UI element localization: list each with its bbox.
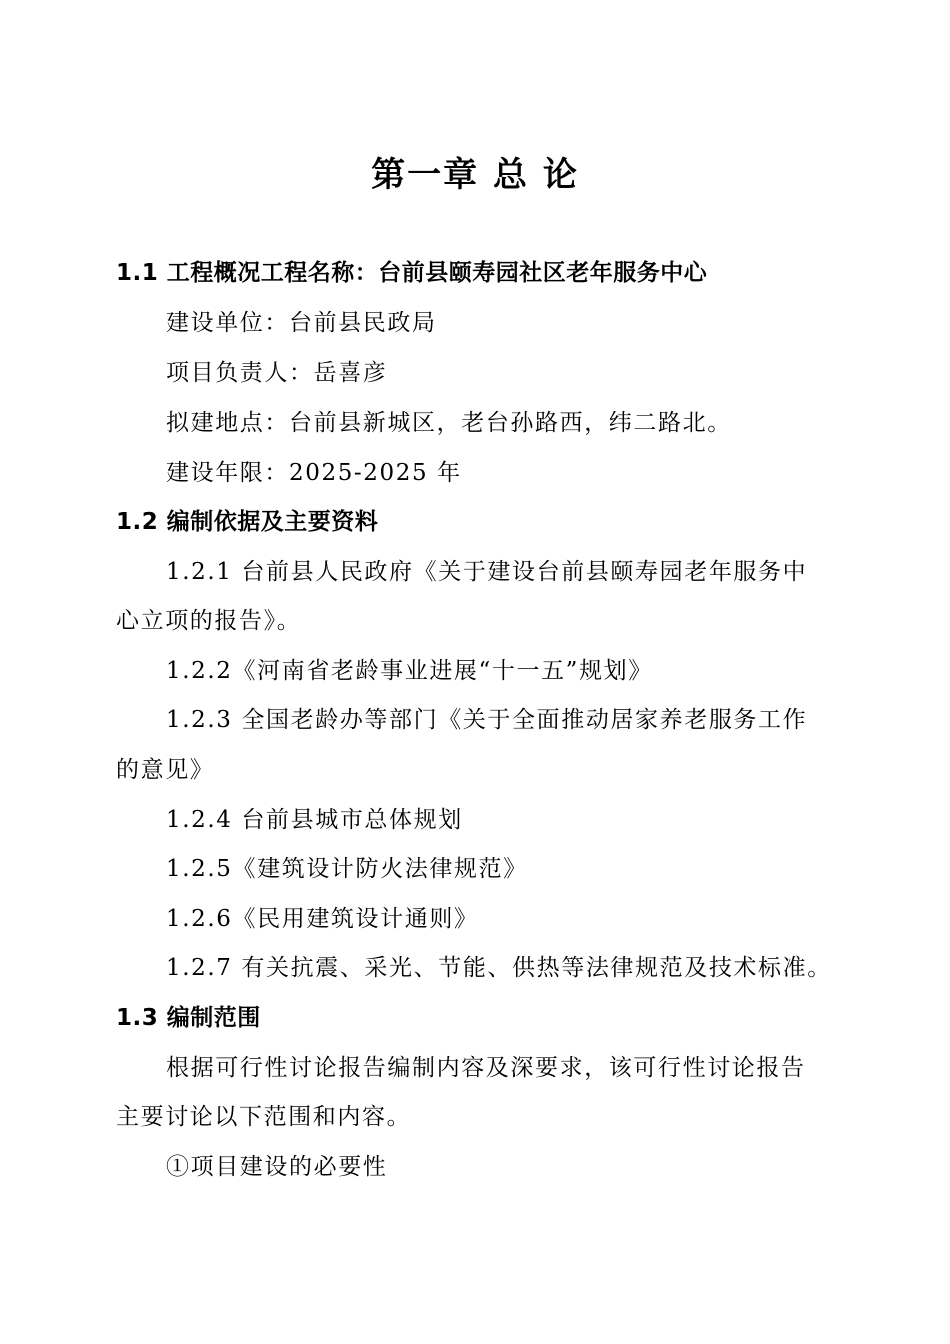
location-line: 拟建地点：台前县新城区，老台孙路西，纬二路北。 — [166, 410, 732, 436]
basis-item-1-line-1: 1.2.1 台前县人民政府《关于建设台前县颐寿园老年服务中 — [166, 559, 808, 585]
construction-period-line: 建设年限：2025-2025 年 — [166, 460, 462, 486]
scope-paragraph-line-2: 主要讨论以下范围和内容。 — [116, 1104, 412, 1130]
basis-item-7: 1.2.7 有关抗震、采光、节能、供热等法律规范及技术标准。 — [166, 955, 832, 981]
basis-item-5: 1.2.5《建筑设计防火法律规范》 — [166, 856, 528, 882]
chapter-title: 第一章 总 论 — [371, 155, 579, 195]
scope-item-1: ①项目建设的必要性 — [166, 1154, 388, 1180]
project-leader-line: 项目负责人：岳喜彦 — [166, 360, 388, 386]
section-heading-1-2: 1.2 编制依据及主要资料 — [116, 509, 379, 535]
basis-item-3-line-2: 的意见》 — [116, 757, 215, 783]
basis-item-2: 1.2.2《河南省老龄事业进展“十一五”规划》 — [166, 658, 653, 684]
section-heading-1-3: 1.3 编制范围 — [116, 1005, 261, 1031]
scope-paragraph-line-1: 根据可行性讨论报告编制内容及深要求，该可行性讨论报告 — [166, 1055, 806, 1081]
construction-unit-line: 建设单位：台前县民政局 — [166, 310, 437, 336]
basis-item-3-line-1: 1.2.3 全国老龄办等部门《关于全面推动居家养老服务工作 — [166, 707, 808, 733]
basis-item-6: 1.2.6《民用建筑设计通则》 — [166, 906, 479, 932]
basis-item-4: 1.2.4 台前县城市总体规划 — [166, 807, 463, 833]
basis-item-1-line-2: 心立项的报告》。 — [116, 608, 302, 634]
section-heading-1-1: 1.1 工程概况工程名称：台前县颐寿园社区老年服务中心 — [116, 260, 708, 286]
